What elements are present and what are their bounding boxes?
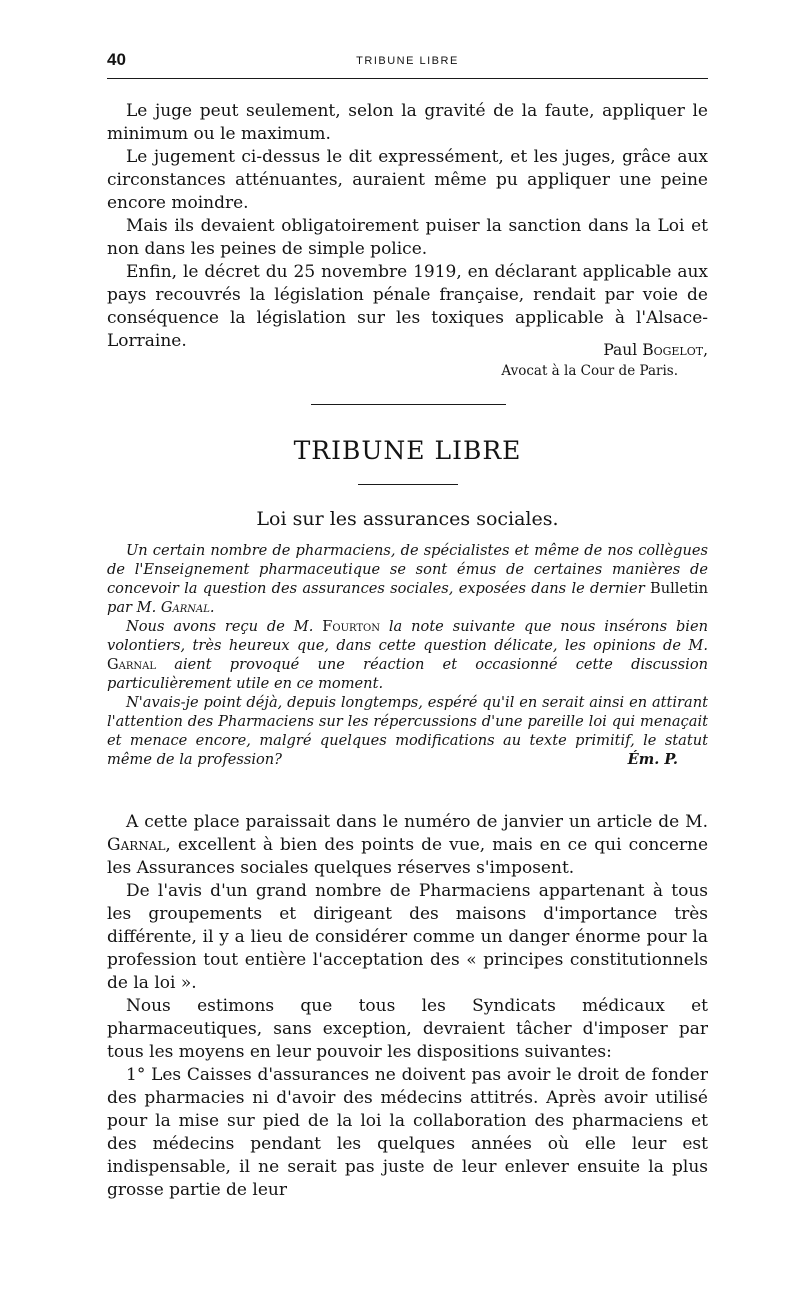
author-last-name: Bogelot, (642, 341, 708, 359)
intro-paragraph: Enfin, le décret du 25 novembre 1919, en déclarant applicable aux pays recouvrés la législation pénale française, rendait par voie de conséquence la législation sur les toxiques applicable à l'Alsace-Lorraine. (107, 262, 708, 351)
article-paragraph: 1° Les Caisses d'assurances ne doivent pas avoir le droit de fonder des pharmacies ni d'avoir des médecins attitrés. Après avoir utilisé pour la mise sur pied de la loi la collaboration des pharmaciens et des médecins pendant les quelques années où elle leur est indispensable, il ne serait pas juste de leur enlever ensuite la plus grosse partie de leur (107, 1065, 708, 1200)
article-paragraph: Nous estimons que tous les Syndicats médicaux et pharmaceutiques, sans exception, devraient tâcher d'imposer par tous les moyens en leur pouvoir les dispositions suivantes: (107, 996, 708, 1062)
editorial-text: Un certain nombre de pharmaciens, de spécialistes et même de nos collègues de l'Enseignement pharmaceutique se sont émus de certaines manières de concevoir la question des assurances sociales, exposées dans le dernier (107, 542, 708, 597)
author-first-name: Paul (603, 341, 638, 359)
author-title: Avocat à la Cour de Paris. (501, 363, 678, 379)
title-underline (358, 484, 458, 485)
author-reference: Garnal, (107, 835, 171, 855)
section-divider (311, 404, 506, 405)
article-text (107, 811, 708, 1202)
editorial-signature: Ém. P. (627, 751, 678, 768)
section-title: TRIBUNE LIBRE (293, 436, 522, 465)
editorial-text: N'avais-je point déjà, depuis longtemps, espéré qu'il en serait ainsi en attirant l'attention des Pharmaciens sur les répercussions d'une pareille loi qui menaçait et menace encore, malgré quelques modifications au texte primitif, le statut même de la profession? (107, 694, 708, 768)
section-subtitle: Loi sur les assurances sociales. (256, 508, 559, 530)
editorial-text: Nous avons reçu de M. (126, 618, 314, 635)
editorial-paragraph (107, 541, 708, 617)
header-rule (107, 78, 708, 79)
author-reference: Fourton (322, 618, 380, 635)
running-title: TRIBUNE LIBRE (356, 55, 459, 67)
author-reference: Garnal (107, 656, 157, 673)
page-number: 40 (107, 50, 126, 69)
intro-text (107, 100, 708, 353)
intro-paragraph: Mais ils devaient obligatoirement puiser la sanction dans la Loi et non dans les peines de simple police. (107, 216, 708, 259)
author-signature (458, 339, 708, 381)
article-paragraph (107, 811, 708, 880)
editorial-text: par (107, 599, 133, 616)
editorial-text: aient provoqué une réaction et occasionné cette discussion particulièrement utile en ce moment. (107, 656, 709, 692)
editorial-text: la note suivante que nous insérons bien volontiers, très heureux que, dans cette question délicate, les opinions de M. (107, 618, 708, 654)
bulletin-title: Bulletin (649, 580, 708, 597)
editorial-paragraph (107, 617, 708, 693)
intro-paragraph: Le juge peut seulement, selon la gravité de la faute, appliquer le minimum ou le maximum. (107, 101, 708, 144)
author-reference: M. Garnal. (136, 599, 215, 616)
article-text-span: excellent à bien des points de vue, mais en ce qui concerne les Assurances sociales quelques réserves s'imposent. (107, 835, 709, 878)
article-text-span: A cette place paraissait dans le numéro de janvier un article de M. (126, 812, 708, 832)
editorial-note (107, 541, 708, 769)
editorial-paragraph (107, 693, 708, 769)
article-paragraph: De l'avis d'un grand nombre de Pharmaciens appartenant à tous les groupements et dirigeant des maisons d'importance très différente, il y a lieu de considérer comme un danger énorme pour la profession tout entière l'acceptation des « principes constitutionnels de la loi ». (107, 881, 708, 993)
page-header (107, 50, 708, 72)
intro-paragraph: Le jugement ci-dessus le dit expressément, et les juges, grâce aux circonstances atténuantes, auraient même pu appliquer une peine encore moindre. (107, 147, 708, 213)
author-name (458, 339, 708, 361)
